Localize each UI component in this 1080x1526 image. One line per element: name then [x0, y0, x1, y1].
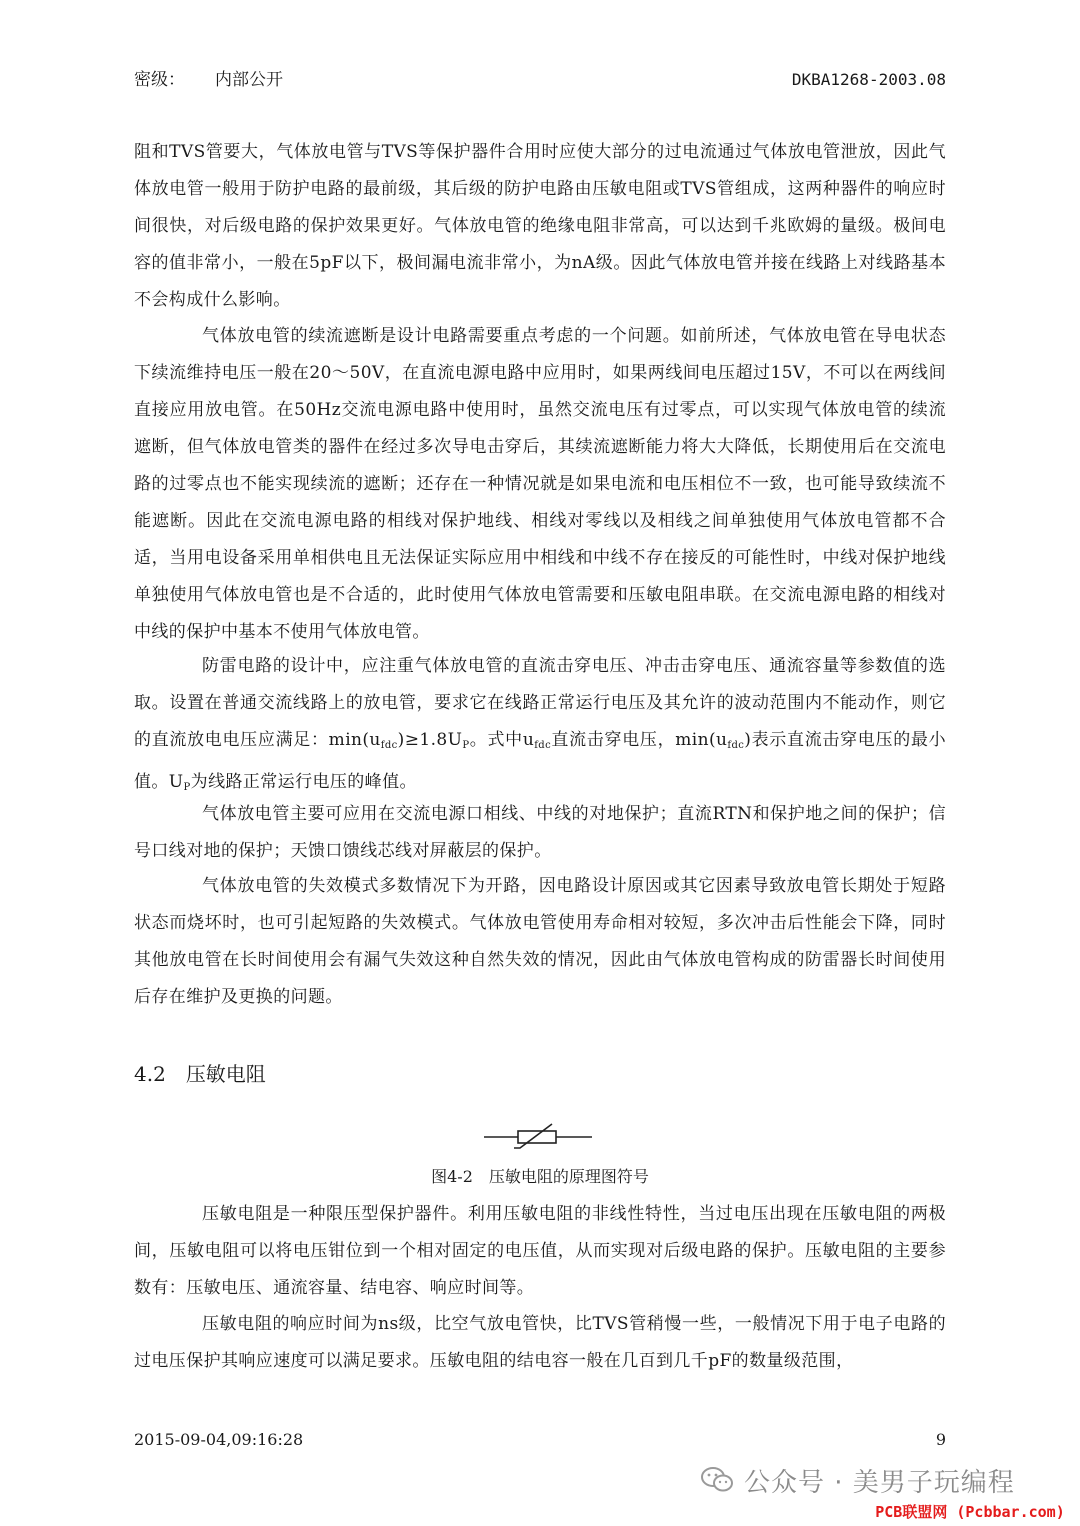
- paragraph-text: 压敏电阻是一种限压型保护器件。利用压敏电阻的非线性特性，当过电压出现在压敏电阻的两极间，压敏电阻可以将电压钳位到一个相对固定的电压值，从而实现对后级电路的保护。压敏电阻的主要参数有：压敏电压、通流容量、结电容、响应时间等。: [134, 1204, 946, 1298]
- text-run: 直流击穿电压，min(u: [551, 730, 728, 750]
- paragraph-text: 气体放电管主要可应用在交流电源口相线、中线的对地保护；直流RTN和保护地之间的保护；信号口线对地的保护；天馈口馈线芯线对屏蔽层的保护。: [134, 804, 946, 861]
- paragraph-text: 阻和TVS管要大，气体放电管与TVS等保护器件合用时应使大部分的过电流通过气体放电管泄放，因此气体放电管一般用于防护电路的最前级，其后级的防护电路由压敏电阻或TVS管组成，这两种器件的响应时间很快，对后级电路的保护效果更好。气体放电管的绝缘电阻非常高，可以达到千兆欧姆的量级。极间电容的值非常小，一般在5pF以下，极间漏电流非常小，为nA级。因此气体放电管并接在线路上对线路基本不会构成什么影响。: [134, 142, 946, 310]
- text-run: 为线路正常运行电压的峰值。: [190, 772, 417, 792]
- pcb-badge: PCB联盟网 (Pcbbar.com): [860, 1499, 1080, 1526]
- section-title: 压敏电阻: [185, 1062, 266, 1086]
- text-run: 。式中u: [469, 730, 535, 750]
- paragraph-text: [134, 648, 946, 806]
- subscript: fdc: [727, 740, 745, 751]
- paragraph-3: [134, 648, 946, 806]
- paragraph-text: 压敏电阻的响应时间为ns级，比空气放电管快，比TVS管稍慢一些，一般情况下用于电子电路的过电压保护其响应速度可以满足要求。压敏电阻的结电容一般在几百到几千pF的数量级范围，: [134, 1314, 946, 1371]
- subscript: P: [462, 740, 470, 751]
- wechat-icon: [700, 1465, 734, 1495]
- subscript: fdc: [380, 740, 398, 751]
- subscript: fdc: [534, 740, 552, 751]
- classification-value: 内部公开: [215, 70, 283, 90]
- page-header: [134, 66, 946, 94]
- paragraph-4: [134, 796, 946, 870]
- paragraph-text: 气体放电管的失效模式多数情况下为开路，因电路设计原因或其它因素导致放电管长期处于短路状态而烧坏时，也可引起短路的失效模式。气体放电管使用寿命相对较短，多次冲击后性能会下降，同时其他放电管在长时间使用会有漏气失效这种自然失效的情况，因此由气体放电管构成的防雷器长时间使用后存在维护及更换的问题。: [134, 876, 946, 1007]
- figure-caption: 图4-2 压敏电阻的原理图符号: [431, 1167, 649, 1186]
- paragraph-2: [134, 318, 946, 651]
- section-heading: [134, 1056, 266, 1092]
- varistor-symbol: [482, 1118, 594, 1158]
- document-id: DKBA1268-2003.08: [791, 70, 946, 89]
- paragraph-6: [134, 1196, 946, 1307]
- page-number: 9: [935, 1430, 946, 1449]
- text-run: )表示直流击穿电压的最小值。U: [134, 730, 946, 792]
- footer-datetime: 2015-09-04,09:16:28: [134, 1430, 304, 1449]
- paragraph-7: [134, 1306, 946, 1380]
- paragraph-5: [134, 868, 946, 1016]
- watermark: [700, 1460, 1015, 1500]
- classification: [134, 66, 283, 94]
- text-run: )≥1.8U: [397, 730, 463, 750]
- paragraph-1: [134, 134, 946, 319]
- watermark-text: 公众号 · 美男子玩编程: [744, 1467, 1015, 1498]
- classification-label: 密级：: [134, 70, 185, 90]
- subscript: P: [183, 782, 191, 793]
- section-number: 4.2: [134, 1062, 166, 1086]
- paragraph-text: 气体放电管的续流遮断是设计电路需要重点考虑的一个问题。如前所述，气体放电管在导电状态下续流维持电压一般在20～50V，在直流电源电路中应用时，如果两线间电压超过15V，不可以在两线间直接应用放电管。在50Hz交流电源电路中使用时，虽然交流电压有过零点，可以实现气体放电管的续流遮断，但气体放电管类的器件在经过多次导电击穿后，其续流遮断能力将大大降低，长期使用后在交流电路的过零点也不能实现续流的遮断；还存在一种情况就是如果电流和电压相位不一致，也可能导致续流不能遮断。因此在交流电源电路的相线对保护地线、相线对零线以及相线之间单独使用气体放电管都不合适，当用电设备采用单相供电且无法保证实际应用中相线和中线不存在接反的可能性时，中线对保护地线单独使用气体放电管也是不合适的，此时使用气体放电管需要和压敏电阻串联。在交流电源电路的相线对中线的保护中基本不使用气体放电管。: [134, 326, 946, 642]
- text-run: 防雷电路的设计中，应注重气体放电管的直流击穿电压、冲击击穿电压、通流容量等参数值的选取。设置在普通交流线路上的放电管，要求它在线路正常运行电压及其允许的波动范围内不能动作，则它的直流放电电压应满足：min(u: [134, 656, 946, 750]
